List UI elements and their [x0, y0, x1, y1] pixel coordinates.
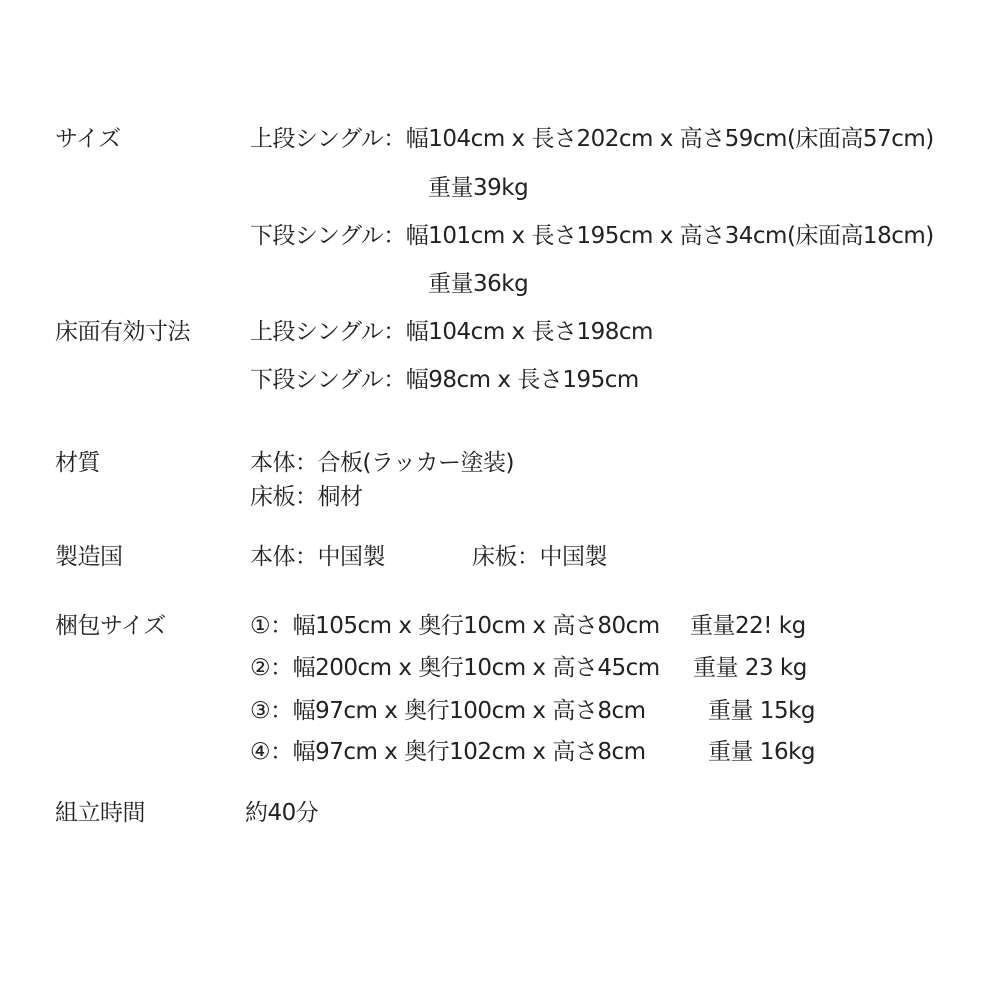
package-item-4-weight: 重量 16kg — [708, 739, 815, 765]
size-lower-line1: 下段シングル：幅101cm x 長さ195cm x 高さ34cm(床面高18cm) — [250, 223, 934, 249]
package-item-3-weight: 重量 15kg — [708, 698, 815, 724]
floor-dims-upper: 上段シングル：幅104cm x 長さ198cm — [250, 319, 653, 345]
package-item-1-weight: 重量22! kg — [690, 613, 806, 639]
material-body: 本体：合板(ラッカー塗装) — [250, 450, 514, 476]
material-label: 材質 — [55, 450, 100, 476]
size-lower-weight: 重量36kg — [428, 271, 529, 297]
origin-label: 製造国 — [55, 544, 123, 570]
origin-floor: 床板：中国製 — [472, 544, 607, 570]
package-item-2-weight: 重量 23 kg — [693, 655, 807, 681]
package-item-3-dims: ③：幅97cm x 奥行100cm x 高さ8cm — [250, 698, 646, 724]
origin-body: 本体：中国製 — [250, 544, 385, 570]
material-floor: 床板：桐材 — [250, 484, 363, 510]
size-upper-weight: 重量39kg — [428, 175, 529, 201]
floor-dims-lower: 下段シングル：幅98cm x 長さ195cm — [250, 367, 639, 393]
floor-dims-label: 床面有効寸法 — [55, 319, 190, 345]
assembly-time: 約40分 — [245, 800, 319, 826]
package-item-1-dims: ①：幅105cm x 奥行10cm x 高さ80cm — [250, 613, 660, 639]
size-upper-line1: 上段シングル：幅104cm x 長さ202cm x 高さ59cm(床面高57cm) — [250, 126, 934, 152]
size-label: サイズ — [55, 126, 121, 152]
package-item-4-dims: ④：幅97cm x 奥行102cm x 高さ8cm — [250, 739, 646, 765]
package-item-2-dims: ②：幅200cm x 奥行10cm x 高さ45cm — [250, 655, 660, 681]
assembly-label: 組立時間 — [55, 800, 145, 826]
package-label: 梱包サイズ — [55, 613, 166, 639]
